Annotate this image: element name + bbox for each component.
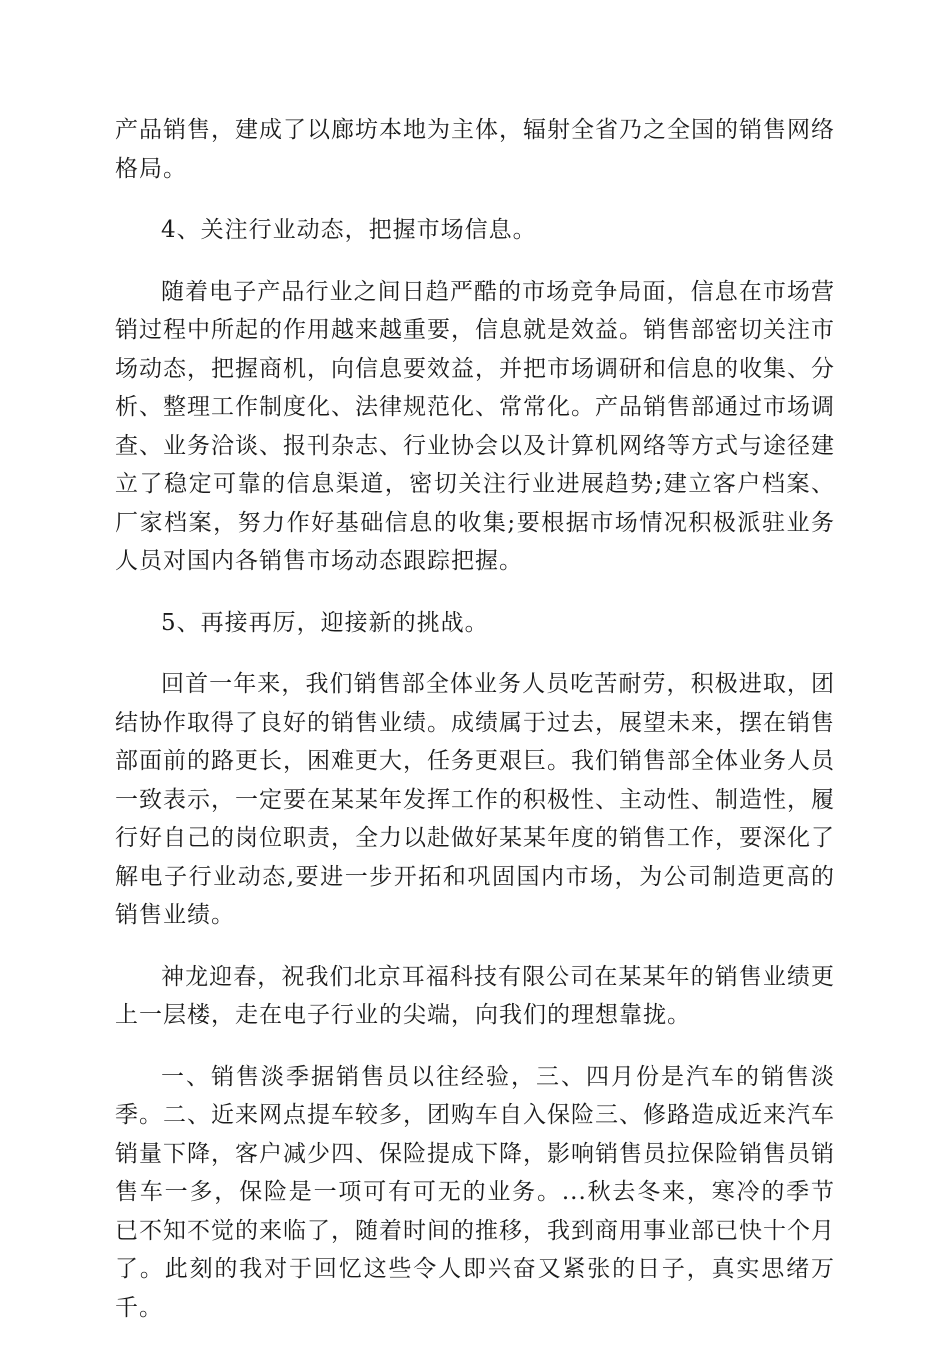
paragraph-off-season: 一、销售淡季据销售员以往经验，三、四月份是汽车的销售淡季。二、近来网点提车较多，团购车自入保险三、修路造成近来汽车销量下降，客户减少四、保险提成下降，影响销售员拉保险销售员销售车一多，保险是一项可有可无的业务。...秋去冬来，寒冷的季节已不知不觉的来临了，随着时间的推移，我到商用事业部已快十个月了。此刻的我对于回忆这些令人即兴奋又紧张的日子，真实思绪万千。 (115, 1063, 835, 1321)
paragraph-blessing: 神龙迎春，祝我们北京耳福科技有限公司在某某年的销售业绩更上一层楼，走在电子行业的尖端，向我们的理想靠拢。 (115, 963, 835, 1028)
paragraph-review: 回首一年来，我们销售部全体业务人员吃苦耐劳，积极进取，团结协作取得了良好的销售业绩。成绩属于过去，展望未来，摆在销售部面前的路更长，困难更大，任务更艰巨。我们销售部全体业务人员一致表示，一定要在某某年发挥工作的积极性、主动性、制造性，履行好自己的岗位职责，全力以赴做好某某年度的销售工作，要深化了解电子行业动态,要进一步开拓和巩固国内市场，为公司制造更高的销售业绩。 (115, 671, 835, 928)
document-body (115, 111, 835, 1350)
paragraph-continuation: 产品销售，建成了以廊坊本地为主体，辐射全省乃之全国的销售网络格局。 (115, 117, 835, 182)
paragraph-market-info: 随着电子产品行业之间日趋严酷的市场竞争局面，信息在市场营销过程中所起的作用越来越重要，信息就是效益。销售部密切关注市场动态，把握商机，向信息要效益，并把市场调研和信息的收集、分析、整理工作制度化、法律规范化、常常化。产品销售部通过市场调查、业务洽谈、报刊杂志、行业协会以及计算机网络等方式与途径建立了稳定可靠的信息渠道，密切关注行业进展趋势;建立客户档案、厂家档案，努力作好基础信息的收集;要根据市场情况积极派驻业务人员对国内各销售市场动态跟踪把握。 (115, 278, 835, 574)
section-heading-4: 4、关注行业动态，把握市场信息。 (161, 217, 537, 243)
section-heading-5: 5、再接再厉，迎接新的挑战。 (161, 609, 489, 636)
